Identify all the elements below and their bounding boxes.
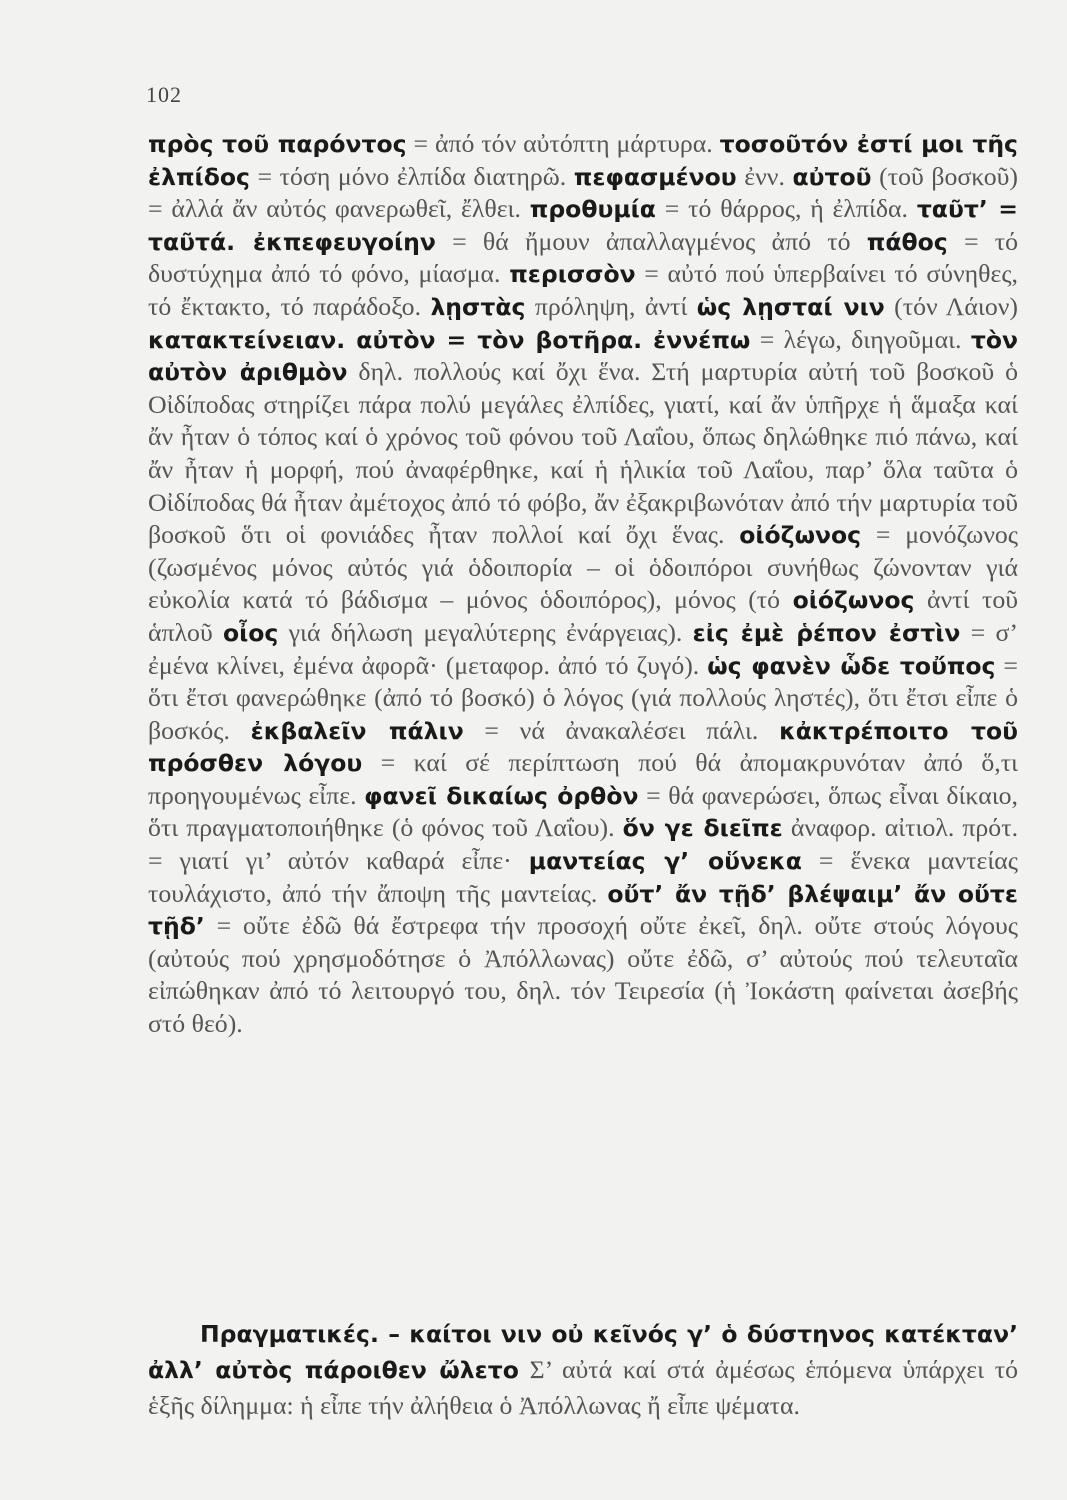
lemma-term: τοσοῦτόν ἐστί μοι τῆς ἐλπίδος [148, 130, 1018, 191]
gloss-text: (τοῦ βοσκοῦ) = ἀλλά ἄν αὐτός φανερωθεῖ, ἔλθει. [148, 161, 1018, 224]
lemma-term: εἰς ἐμὲ ῥέπον ἐστὶν [692, 618, 961, 647]
lemma-term: πρὸς τοῦ παρόντος [148, 130, 407, 158]
lemma-term: κἀκτρέποιτο τοῦ πρόσθεν λόγου [148, 716, 1019, 778]
lemma-term: ὡς φανὲν ὧδε τοὔπος [707, 651, 996, 680]
commentary-paragraph [148, 128, 1018, 1041]
lemma-term: ἐκβαλεῖν πάλιν [250, 716, 464, 745]
gloss-text: = αὐτό πού ὑπερβαίνει τό σύνηθες, τό ἔκτακτο, τό παράδοξο. [148, 259, 1019, 321]
gloss-text: = τόση μόνο ἐλπίδα διατηρῶ. [249, 161, 574, 191]
lemma-term: περισσὸν [509, 260, 636, 289]
gloss-text: = σ’ ἐμένα κλίνει, ἐμένα ἀφορᾶ· (μεταφορ. ἀπό τό ζυγό). [148, 617, 1018, 680]
gloss-text: δηλ. πολλούς καί ὄχι ἕνα. Στή μαρτυρία αὐτή τοῦ βοσκοῦ ὁ Οἰδίποδας στηρίζει πάρα πολύ μεγάλες ἐλπίδες, γιατί, καί ἄν ὑπῆρχε ἡ ἅμαξα καί ἄν ἦταν ὁ τόπος καί ὁ χρόνος τοῦ φόνου τοῦ Λαΐου, ὅπως δηλώθηκε πιό πάνω, καί ἄν ἦταν ἡ μορφή, πού ἀναφέρθηκε, καί ἡ ἡλικία τοῦ Λαΐου, παρ’ ὅλα ταῦτα ὁ Οἰδίποδας θά ἦταν ἀμέτοχος ἀπό τό φόβο, ἄν ἐξακριβωνόταν ἀπό τήν μαρτυρία τοῦ βοσκοῦ ὅτι οἱ φονιάδες ἦταν πολλοί καί ὄχι ἕνας. [148, 357, 1018, 550]
lemma-term: οἰόζωνος [739, 521, 862, 550]
lemma-term: Πραγματικές. – καίτοι νιν οὐ κεῖνός γ’ ὁ δύστηνος κατέκταν’ ἀλλ’ αὐτὸς πάροιθεν ὤλετο [148, 1320, 1018, 1384]
lemma-term: φανεῖ δικαίως ὀρθὸν [364, 781, 639, 810]
gloss-text: ἀναφορ. αἰτιολ. πρότ. = γιατί γι’ αὐτόν καθαρά εἶπε· [148, 813, 1019, 876]
lemma-term: μαντείας γ’ οὕνεκα [528, 847, 802, 876]
gloss-text: = οὔτε ἐδῶ θά ἔστρεφα τήν προσοχή οὔτε ἐκεῖ, δηλ. οὔτε στούς λόγους (αὐτούς πού χρησμοδότησε ὁ Ἀπόλλωνας) οὔτε ἐδῶ, σ’ αὐτούς πού τελευταῖα εἰπώθηκαν ἀπό τό λειτουργό του, δηλ. τόν Τειρεσία (ἡ Ἰοκάστη φαίνεται ἀσεβής στό θεό). [148, 911, 1018, 1039]
lemma-term: ὅν γε διεῖπε [622, 814, 783, 843]
gloss-text: ἀντί τοῦ ἁπλοῦ [148, 585, 1018, 647]
gloss-text: = λέγω, διηγοῦμαι. [750, 324, 971, 354]
gloss-text: ἐνν. [736, 161, 793, 191]
section-pragmatikes-paragraph [148, 1316, 1018, 1424]
gloss-text: = ἀπό τόν αὐτόπτη μάρτυρα. [406, 129, 720, 158]
gloss-text: = ὅτι ἔτσι φανερώθηκε (ἀπό τό βοσκό) ὁ λόγος (γιά πολλούς ληστές), ὅτι ἔτσι εἶπε ὁ βοσκός. [148, 650, 1018, 745]
gloss-text: = τό θάρρος, ἡ ἐλπίδα. [655, 194, 917, 224]
gloss-text: Σ’ αὐτά καί στά ἀμέσως ἑπόμενα ὑπάρχει τό ἑξῆς δίλημμα: ἡ εἶπε τήν ἀλήθεια ὁ Ἀπόλλωνας ἤ εἶπε ψέματα. [148, 1355, 1018, 1420]
lemma-term: ταῦτ’ = ταῦτά. ἐκπεφευγοίην [148, 195, 1018, 256]
lemma-term: οἰόζωνος [792, 586, 915, 615]
gloss-text: = θά φανερώσει, ὅπως εἶναι δίκαιο, ὅτι πραγματοποιήθηκε (ὁ φόνος τοῦ Λαΐου). [148, 780, 1019, 843]
gloss-text: = νά ἀνακαλέσει πάλι. [463, 715, 780, 745]
lemma-term: αὐτοῦ [792, 162, 872, 191]
lemma-term: πάθος [866, 227, 948, 256]
gloss-text: = τό δυστύχημα ἀπό τό φόνο, μίασμα. [148, 226, 1018, 289]
lemma-term: ὡς λῃσταί νιν [696, 292, 885, 321]
gloss-text: πρόληψη, ἀντί [525, 291, 697, 321]
gloss-text: = καί σέ περίπτωση πού θά ἀπομακρυνόταν ἀπό ὅ,τι προηγουμένως εἶπε. [148, 748, 1018, 810]
gloss-text: γιά δήλωση μεγαλύτερης ἐνάργειας). [278, 617, 693, 647]
lemma-term: κατακτείνειαν. αὐτὸν = τὸν βοτῆρα. ἐννέπω [148, 325, 751, 354]
lemma-term: πεφασμένου [573, 162, 737, 191]
gloss-text: = μονόζωνος (ζωσμένος μόνος αὐτός γιά ὁδοιπορία – οἱ ὁδοιπόροι συνήθως ζώνονταν γιά εὐκολία κατά τό βάδισμα – μόνος ὁδοιπόρος), μόνος (τό [148, 520, 1018, 615]
page-number: 102 [146, 82, 182, 107]
gloss-text: = θά ἤμουν ἀπαλλαγμένος ἀπό τό [435, 226, 867, 256]
lemma-term: προθυμία [529, 195, 656, 224]
lemma-term: οἶος [222, 618, 279, 647]
lemma-term: τὸν αὐτὸν ἀριθμὸν [148, 325, 1018, 387]
lemma-term: οὔτ’ ἄν τῇδ’ βλέψαιμ’ ἄν οὔτε τῇδ’ [148, 879, 1018, 941]
gloss-text: = ἕνεκα μαντείας τουλάχιστο, ἀπό τήν ἄποψη τῆς μαντείας. [148, 846, 1018, 908]
gloss-text: (τόν Λάιον) [884, 291, 1018, 321]
lemma-term: λῃστὰς [430, 292, 526, 321]
